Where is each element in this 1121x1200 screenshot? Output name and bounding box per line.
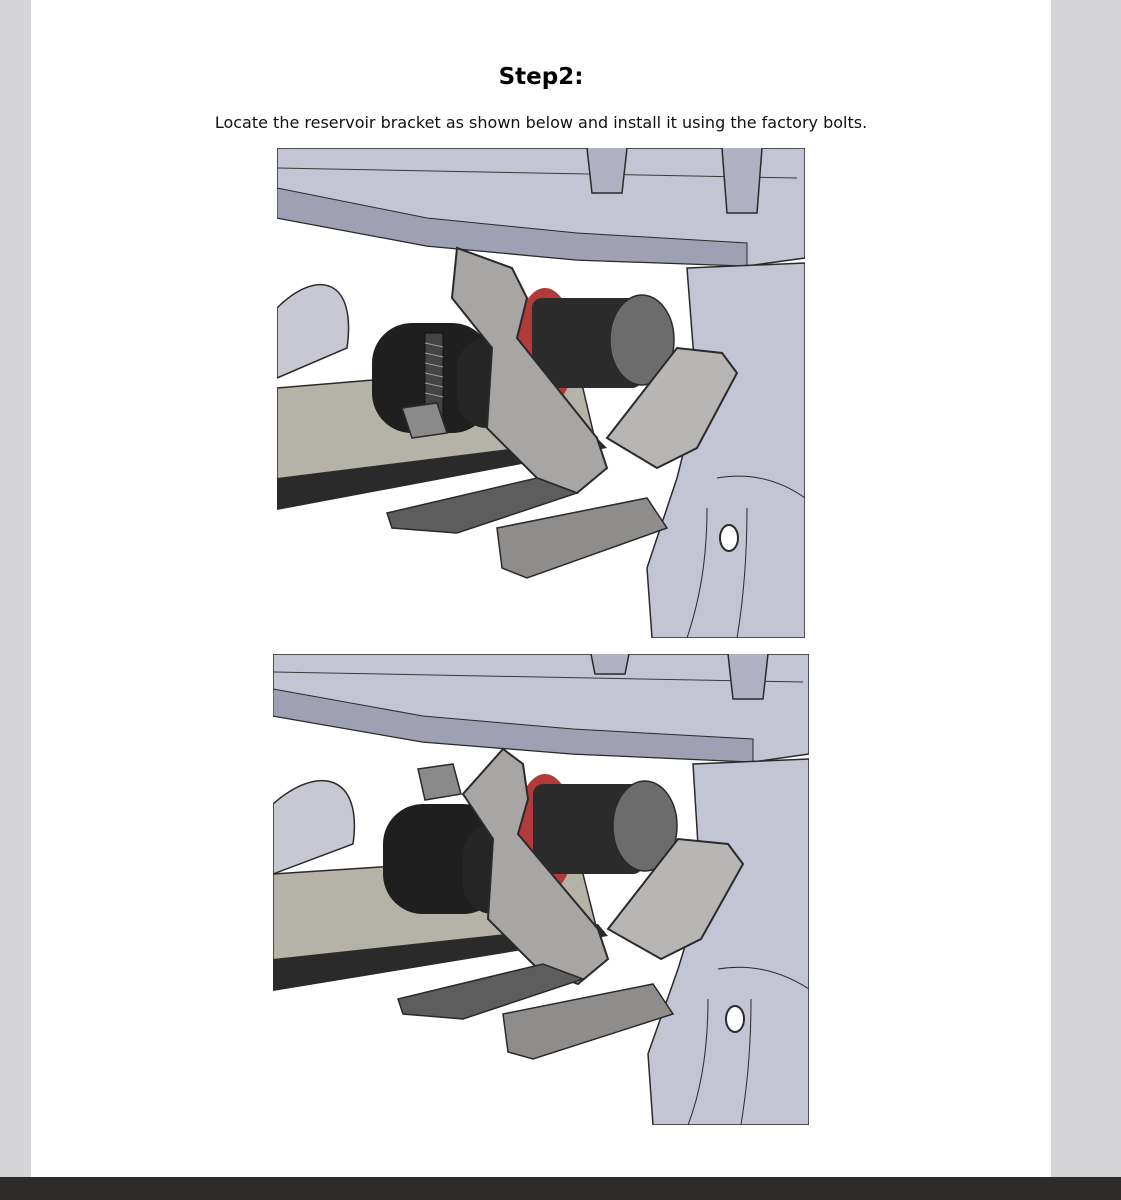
bracket-locate-drawing bbox=[277, 148, 805, 638]
bracket-locate-illustration bbox=[277, 148, 805, 638]
viewer-bottom-bar bbox=[0, 1177, 1121, 1200]
page-title: Step2: bbox=[498, 64, 584, 90]
bracket-installed-drawing bbox=[273, 654, 809, 1125]
instruction-text: Locate the reservoir bracket as shown below and install it using the factory bolts. bbox=[214, 113, 868, 132]
bracket-installed-illustration bbox=[273, 654, 809, 1125]
